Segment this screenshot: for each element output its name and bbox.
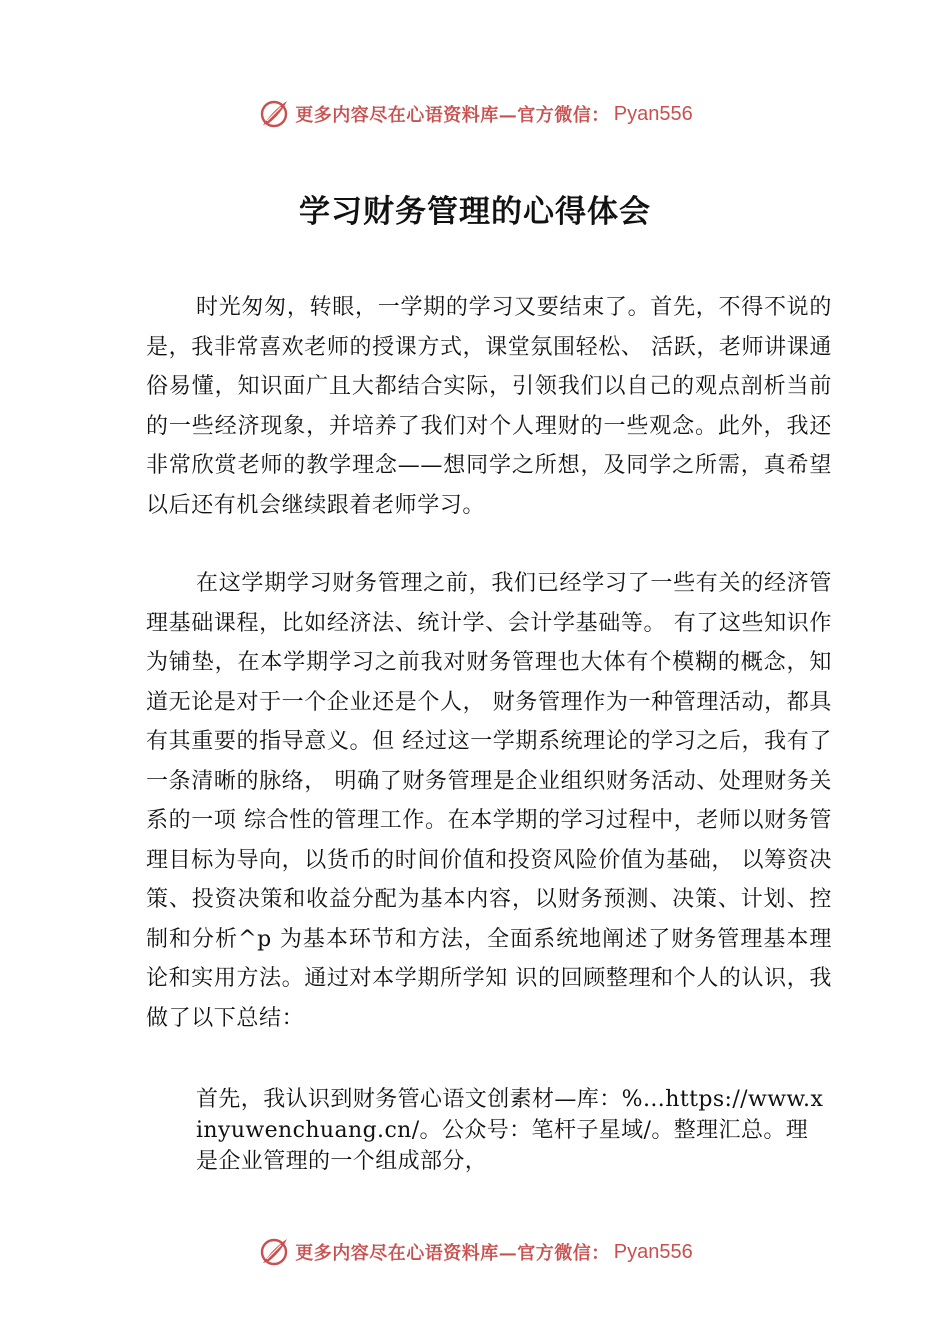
paragraph-1-block <box>146 288 832 525</box>
quill-logo-icon <box>257 1235 291 1269</box>
header-banner <box>0 94 950 134</box>
paragraph-3: 首先，我认识到财务管心语文创素材—库：%…https://www.xinyuwenchuang.cn/。公众号：笔杆子星域/。整理汇总。理是企业管理的一个组成部分， <box>196 1087 824 1174</box>
banner-text: 更多内容尽在心语资料库—官方微信： <box>295 105 610 126</box>
wechat-handle: Pyan556 <box>613 102 693 125</box>
wechat-handle: Pyan556 <box>613 1240 693 1263</box>
banner-text: 更多内容尽在心语资料库—官方微信： <box>295 1243 610 1264</box>
quill-logo-icon <box>257 97 291 131</box>
paragraph-1: 时光匆匆，转眼，一学期的学习又要结束了。首先，不得不说的是，我非常喜欢老师的授课方式，课堂氛围轻松、 活跃，老师讲课通俗易懂，知识面广且大都结合实际，引领我们以自己的观点剖析当前的一些经济现象，并培养了我们对个人理财的一些观念。此外，我还非常欣赏老师的教学理念——想同学之所想，及同学之所需，真希望以后还有机会继续跟着老师学习。 <box>146 295 832 518</box>
paragraph-2-block <box>146 564 832 1038</box>
paragraph-2: 在这学期学习财务管理之前，我们已经学习了一些有关的经济管理基础课程，比如经济法、统计学、会计学基础等。 有了这些知识作为铺垫，在本学期学习之前我对财务管理也大体有个模糊的概念，知道无论是对于一个企业还是个人， 财务管理作为一种管理活动，都具有其重要的指导意义。但 经过这一学期系统理论的学习之后，我有了一条清晰的脉络， 明确了财务管理是企业组织财务活动、处理财务关系的一项 综合性的管理工作。在本学期的学习过程中，老师以财务管 理目标为导向，以货币的时间价值和投资风险价值为基础， 以筹资决策、投资决策和收益分配为基本内容，以财务预测、决策、计划、控制和分析^p 为基本环节和方法，全面系统地阐述了财务管理基本理论和实用方法。通过对本学期所学知 识的回顾整理和个人的认识，我做了以下总结： <box>146 571 832 1031</box>
document-title: 学习财务管理的心得体会 <box>299 194 651 230</box>
footer-banner <box>0 1232 950 1272</box>
